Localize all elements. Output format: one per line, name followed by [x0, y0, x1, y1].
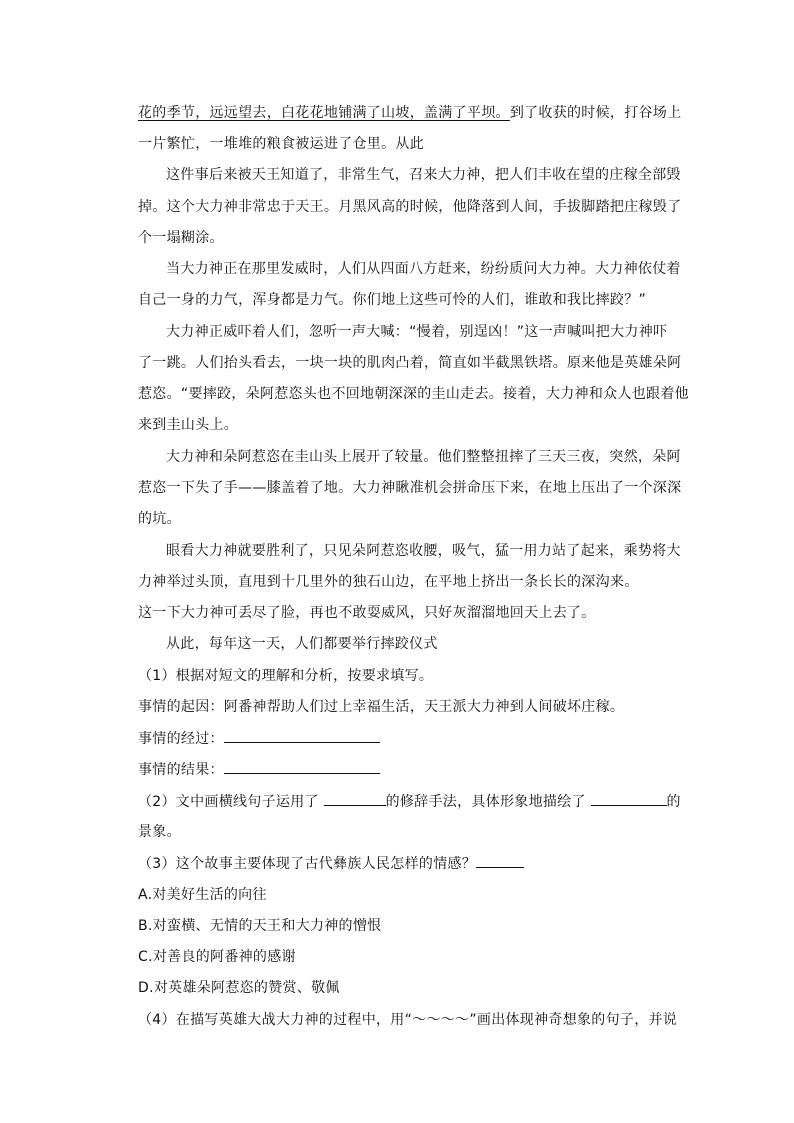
option-c[interactable]: C.对善良的阿番神的感谢	[138, 949, 296, 965]
story-line: 惹恣一下失了手——膝盖着了地。大力神瞅准机会拼命压下来，在地上压出了一个深深	[138, 480, 682, 496]
underlined-sentence: 花的季节，远远望去，白花花地铺满了山坡，盖满了平坝。	[138, 105, 510, 121]
story-line: 了一跳。人们抬头看去，一块一块的肌肉凸着，简直如半截黑铁塔。原来他是英雄朵阿	[138, 355, 682, 371]
story-line: 眼看大力神就要胜利了，只见朵阿惹恣收腰，吸气，猛一用力站了起来，乘势将大	[166, 543, 681, 559]
story-line: 从此，每年这一天，人们都要举行摔跤仪式	[166, 636, 438, 652]
question-1: （1）根据对短文的理解和分析，按要求填写。	[138, 668, 434, 684]
story-line: 花的季节，远远望去，白花花地铺满了山坡，盖满了平坝。到了收获的时候，打谷场上	[138, 105, 682, 121]
story-line: 的坑。	[138, 511, 181, 527]
story-line: 惹恣。“要摔跤，朵阿惹恣头也不回地朝深深的圭山走去。接着，大力神和众人也跟着他	[138, 386, 689, 402]
question-2-cont: 景象。	[138, 824, 181, 840]
question-1-result: 事情的结果：	[138, 759, 678, 780]
answer-blank[interactable]	[476, 853, 524, 868]
question-1-cause: 事情的起因：阿番神帮助人们过上幸福生活，天王派大力神到人间破坏庄稼。	[138, 699, 625, 715]
answer-blank[interactable]	[591, 791, 667, 806]
question-2: （2）文中画横线句子运用了 的修辞手法，具体形象地描绘了 的	[138, 791, 678, 812]
story-line: 这一下大力神可丢尽了脸，再也不敢耍威风，只好灰溜溜地回天上去了。	[138, 605, 596, 621]
option-d[interactable]: D.对英雄朵阿惹恣的赞赏、敬佩	[138, 980, 340, 996]
answer-blank[interactable]	[224, 728, 380, 743]
question-4: （4）在描写英雄大战大力神的过程中，用“～～～～”画出体现神奇想象的句子，并说	[138, 1012, 678, 1028]
story-line: 一片繁忙，一堆堆的粮食被运进了仓里。从此	[138, 136, 424, 152]
story-line: 当大力神正在那里发威时，人们从四面八方赶来，纷纷质问大力神。大力神依仗着	[166, 261, 681, 277]
option-b[interactable]: B.对蛮横、无情的天王和大力神的憎恨	[138, 918, 382, 934]
answer-blank[interactable]	[224, 759, 380, 774]
story-line: 掉。这个大力神非常忠于天王。月黑风高的时候，他降落到人间，手拔脚踏把庄稼毁了	[138, 199, 682, 215]
story-line: 力神举过头顶，直甩到十几里外的独石山边，在平地上挤出一条长长的深沟来。	[138, 574, 639, 590]
question-1-process: 事情的经过：	[138, 728, 678, 749]
story-line: 大力神正威吓着人们，忽听一声大喊：“慢着，别逞凶！”这一声喊叫把大力神吓	[166, 324, 668, 340]
story-line: 这件事后来被天王知道了，非常生气，召来大力神，把人们丰收在望的庄稼全部毁	[166, 167, 681, 183]
story-line: 来到圭山头上。	[138, 417, 239, 433]
answer-blank[interactable]	[324, 791, 386, 806]
story-line: 自己一身的力气，浑身都是力气。你们地上这些可怜的人们，谁敢和我比摔跤？”	[138, 292, 647, 308]
option-a[interactable]: A.对美好生活的向往	[138, 887, 267, 903]
story-line: 个一塌糊涂。	[138, 230, 224, 246]
story-line: 大力神和朵阿惹恣在圭山头上展开了较量。他们整整扭摔了三天三夜，突然，朵阿	[166, 449, 681, 465]
question-3: （3）这个故事主要体现了古代彝族人民怎样的情感？	[138, 853, 678, 874]
